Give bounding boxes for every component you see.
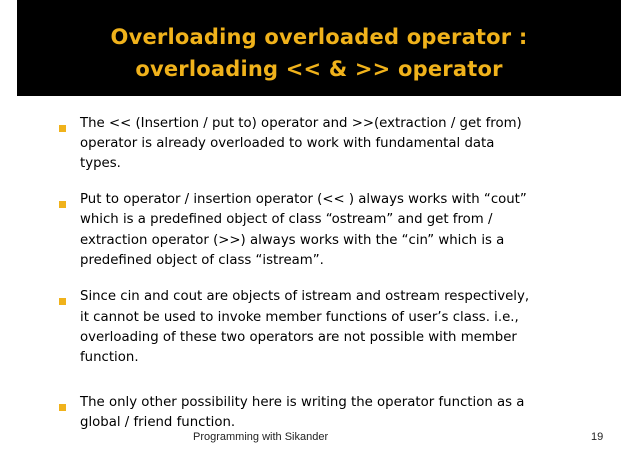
bullet-3-line-2: it cannot be used to invoke member functions of user’s class. i.e., [80,310,519,325]
footer-text: Programming with Sikander [193,431,329,443]
bullet-2-line-4: predefined object of class “istream”. [80,253,324,268]
bullet-3-line-4: function. [80,350,139,365]
bullet-2-line-2: which is a predefined object of class “ostream” and get from / [80,212,493,227]
bullet-marker-icon [59,404,66,411]
bullet-2-line-1: Put to operator / insertion operator (<< ) always works with “cout” [80,192,527,207]
bullet-4-line-2: global / friend function. [80,415,236,430]
bullet-marker-icon [59,298,66,305]
slide-title-line-1: Overloading overloaded operator : [110,25,528,49]
bullet-3-line-1: Since cin and cout are objects of istream and ostream respectively, [80,289,530,304]
slide-title-line-2: overloading << & >> operator [135,57,503,81]
bullet-1-line-3: types. [80,156,121,171]
bullet-marker-icon [59,201,66,208]
bullet-3-line-3: overloading of these two operators are not possible with member [80,330,517,345]
bullet-marker-icon [59,125,66,132]
bullet-1-line-1: The << (Insertion / put to) operator and >>(extraction / get from) [80,116,522,131]
page-number: 19 [591,431,604,443]
bullet-4-line-1: The only other possibility here is writing the operator function as a [80,395,525,410]
bullet-2-line-3: extraction operator (>>) always works with the “cin” which is a [80,233,505,248]
bullet-1-line-2: operator is already overloaded to work with fundamental data [80,136,495,151]
